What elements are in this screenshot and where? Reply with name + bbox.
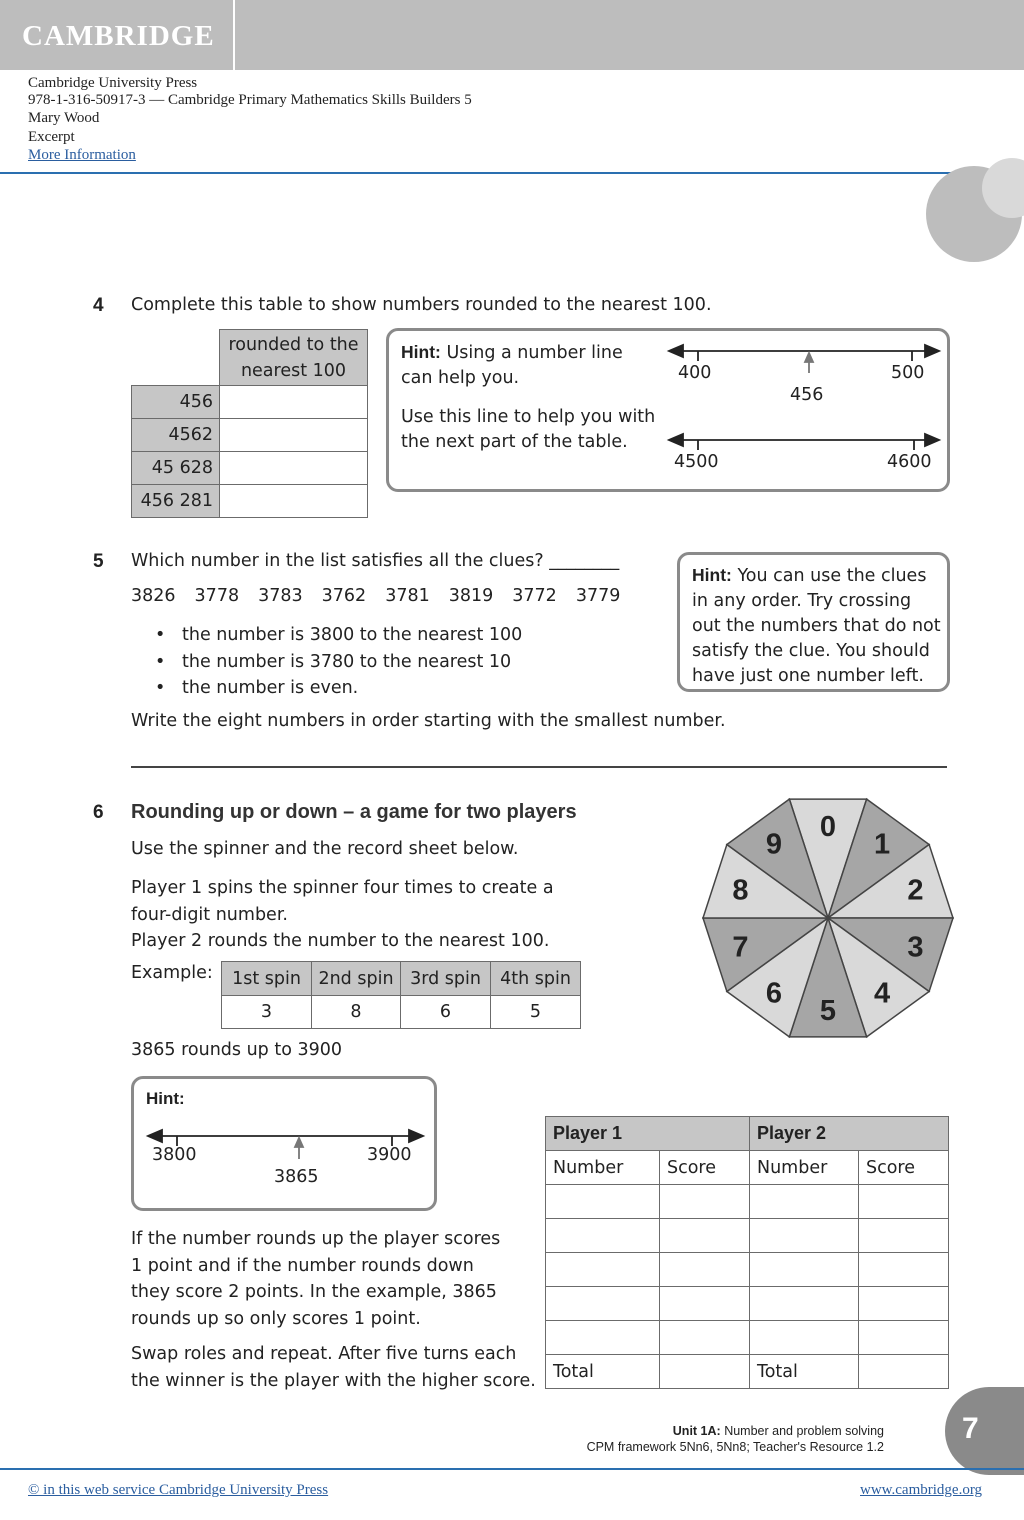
website-link[interactable]: www.cambridge.org: [860, 1482, 983, 1498]
logo-divider: [233, 0, 235, 70]
author: Mary Wood: [28, 110, 100, 126]
example-header: 2nd spin: [312, 962, 401, 996]
record-cell[interactable]: [859, 1321, 949, 1355]
question-6-number: 6: [93, 802, 104, 823]
hint-label: Hint:: [146, 1089, 185, 1108]
hint-line: in any order. Try crossing: [692, 591, 912, 611]
record-cell[interactable]: [750, 1321, 859, 1355]
q6-p1: Use the spinner and the record sheet below.: [131, 839, 519, 859]
record-cell[interactable]: [859, 1287, 949, 1321]
table-corner: [132, 330, 220, 386]
answer-cell[interactable]: [220, 386, 368, 419]
scoring-line: rounds up so only scores 1 point.: [131, 1308, 421, 1329]
spinner-number: 9: [765, 828, 782, 861]
clue-list: [155, 622, 522, 702]
isbn-title: 978-1-316-50917-3 — Cambridge Primary Mathematics Skills Builders 5: [28, 92, 472, 108]
number-column-header: Number: [750, 1151, 859, 1185]
total-label: Total: [750, 1355, 859, 1389]
list-number: 3762: [321, 586, 367, 606]
spinner-number: 8: [732, 874, 749, 907]
example-header: 3rd spin: [401, 962, 491, 996]
score-column-header: Score: [859, 1151, 949, 1185]
scoring-rules: [131, 1226, 500, 1332]
excerpt-label: Excerpt: [28, 129, 75, 145]
page-number: 7: [962, 1412, 979, 1445]
question-5-text: [131, 551, 619, 571]
clue-item: • the number is 3800 to the nearest 100: [155, 625, 523, 645]
spinner-number: 0: [819, 811, 837, 843]
hint-line: You can use the clues: [737, 566, 927, 586]
answer-line[interactable]: [131, 766, 947, 768]
publisher: Cambridge University Press: [28, 75, 198, 91]
record-cell[interactable]: [660, 1219, 750, 1253]
example-table: [221, 961, 581, 1029]
page-number-tab: [945, 1387, 1024, 1475]
record-cell[interactable]: [546, 1219, 660, 1253]
list-number: 3826: [131, 586, 176, 606]
question-5-prompt: Which number in the list satisfies all the clues?: [131, 551, 544, 571]
total-cell[interactable]: [660, 1355, 750, 1389]
number-list: [131, 586, 620, 606]
line1-mark-label: 456: [790, 385, 824, 405]
framework-ref: CPM framework 5Nn6, 5Nn8; Teacher's Resource 1.2: [586, 1440, 884, 1454]
list-number: 3783: [258, 586, 303, 606]
record-cell[interactable]: [546, 1321, 660, 1355]
hint-line: out the numbers that do not: [692, 616, 941, 636]
hint-line: the next part of the table.: [401, 432, 628, 452]
list-number: 3772: [512, 586, 557, 606]
table-row-label: 4562: [132, 419, 220, 452]
q6-p2-line: four-digit number.: [131, 904, 288, 925]
spinner-number: 7: [732, 931, 749, 964]
swap-line: the winner is the player with the higher score.: [131, 1370, 536, 1391]
record-cell[interactable]: [859, 1219, 949, 1253]
swap-rules: [131, 1341, 536, 1394]
record-cell[interactable]: [660, 1253, 750, 1287]
spinner-number: 6: [765, 977, 782, 1010]
hint-line: have just one number left.: [692, 666, 924, 686]
record-cell[interactable]: [546, 1253, 660, 1287]
clue-text: the number is 3780 to the nearest 10: [182, 651, 512, 672]
table-row-label: 456 281: [132, 485, 220, 518]
list-number: 3781: [385, 586, 430, 606]
record-cell[interactable]: [660, 1185, 750, 1219]
total-cell[interactable]: [859, 1355, 949, 1389]
q5-hint-box: [677, 552, 950, 692]
record-cell[interactable]: [660, 1287, 750, 1321]
line2-right-label: 4600: [887, 452, 932, 472]
question-4-text: Complete this table to show numbers rounded to the nearest 100.: [131, 295, 712, 315]
record-cell[interactable]: [750, 1219, 859, 1253]
number-column-header: Number: [546, 1151, 660, 1185]
hint-line-right: 3900: [367, 1145, 412, 1165]
rounds-text: 3865 rounds up to 3900: [131, 1040, 343, 1060]
spinner-number: 4: [874, 977, 891, 1010]
list-number: 3778: [194, 586, 240, 606]
player2-header: Player 2: [750, 1117, 949, 1151]
example-value: 8: [312, 996, 401, 1029]
hint-line: satisfy the clue. You should: [692, 641, 930, 661]
record-cell[interactable]: [750, 1185, 859, 1219]
clue-item: • the number is even.: [155, 678, 359, 698]
answer-cell[interactable]: [220, 452, 368, 485]
swap-line: Swap roles and repeat. After five turns each: [131, 1344, 517, 1364]
score-column-header: Score: [660, 1151, 750, 1185]
header-rule: [0, 172, 1024, 174]
table-header-line2: nearest 100: [240, 360, 347, 381]
spinner-number: 5: [819, 995, 837, 1027]
example-value: 5: [491, 996, 581, 1029]
footer-rule: [0, 1468, 1024, 1470]
q5-hint-text: [692, 563, 941, 689]
spinner-number: 1: [874, 828, 891, 861]
spinner-number: 2: [907, 874, 924, 907]
more-information-link[interactable]: [28, 147, 136, 164]
record-cell[interactable]: [750, 1253, 859, 1287]
order-instruction: Write the eight numbers in order starting with the smallest number.: [131, 711, 726, 731]
scoring-line: 1 point and if the number rounds down: [131, 1255, 474, 1276]
list-number: 3819: [448, 586, 494, 606]
line2-left-label: 4500: [674, 452, 719, 472]
hint-line-mark: 3865: [274, 1167, 319, 1187]
q6-p2-line: Player 1 spins the spinner four times to create a: [131, 878, 554, 898]
hint-label: Hint:: [401, 342, 441, 362]
example-label: Example:: [131, 963, 213, 983]
spinner: [700, 796, 960, 1046]
clue-text: the number is even.: [182, 678, 359, 698]
clue-item: • the number is 3780 to the nearest 10: [155, 651, 512, 672]
record-cell[interactable]: [859, 1185, 949, 1219]
table-header-line1: rounded to the: [228, 334, 359, 355]
example-value: 3: [222, 996, 312, 1029]
hint-label: Hint:: [692, 565, 732, 585]
spinner-number: 3: [907, 931, 924, 964]
table-row-label: 45 628: [132, 452, 220, 485]
table-row-label: 456: [132, 386, 220, 419]
record-cell[interactable]: [750, 1287, 859, 1321]
q6-hint-box: [131, 1076, 437, 1211]
line1-right-label: 500: [891, 363, 925, 383]
q4-hint-text: [401, 340, 655, 455]
hint-line: Use this line to help you with: [401, 407, 656, 427]
hint-line-left: 3800: [152, 1145, 197, 1165]
player1-header: Player 1: [546, 1117, 750, 1151]
question-5-number: 5: [93, 551, 104, 572]
record-cell[interactable]: [859, 1253, 949, 1287]
question-4-number: 4: [93, 295, 104, 316]
answer-cell[interactable]: [220, 419, 368, 452]
record-cell[interactable]: [660, 1321, 750, 1355]
table-header: [220, 330, 368, 386]
unit-info: [587, 1423, 884, 1455]
copyright-link[interactable]: © in this web service Cambridge University Press: [28, 1482, 329, 1498]
unit-label: Unit 1A:: [672, 1424, 721, 1438]
example-value: 6: [401, 996, 491, 1029]
q6-p3: Player 2 rounds the number to the nearest 100.: [131, 931, 550, 951]
example-header: 4th spin: [491, 962, 581, 996]
example-header: 1st spin: [222, 962, 312, 996]
answer-blank[interactable]: ________: [549, 551, 620, 571]
more-information-text[interactable]: More Information: [28, 147, 136, 163]
record-cell[interactable]: [546, 1185, 660, 1219]
line1-left-label: 400: [678, 363, 712, 383]
q4-hint-box: [386, 328, 950, 492]
hint-line: can help you.: [401, 368, 520, 388]
record-sheet: [545, 1116, 949, 1389]
question-6-title: Rounding up or down – a game for two players: [131, 801, 577, 823]
rounding-table: [131, 329, 368, 518]
scoring-line: they score 2 points. In the example, 3865: [131, 1282, 497, 1302]
clue-text: the number is 3800 to the nearest 100: [182, 625, 523, 645]
scoring-line: If the number rounds up the player scores: [131, 1229, 501, 1249]
total-label: Total: [546, 1355, 660, 1389]
answer-cell[interactable]: [220, 485, 368, 518]
record-cell[interactable]: [546, 1287, 660, 1321]
unit-title: Number and problem solving: [724, 1424, 884, 1438]
q6-p2: [131, 875, 554, 955]
hint-line: Using a number line: [446, 343, 623, 363]
cambridge-logo: CAMBRIDGE: [22, 20, 215, 52]
list-number: 3779: [575, 586, 621, 606]
